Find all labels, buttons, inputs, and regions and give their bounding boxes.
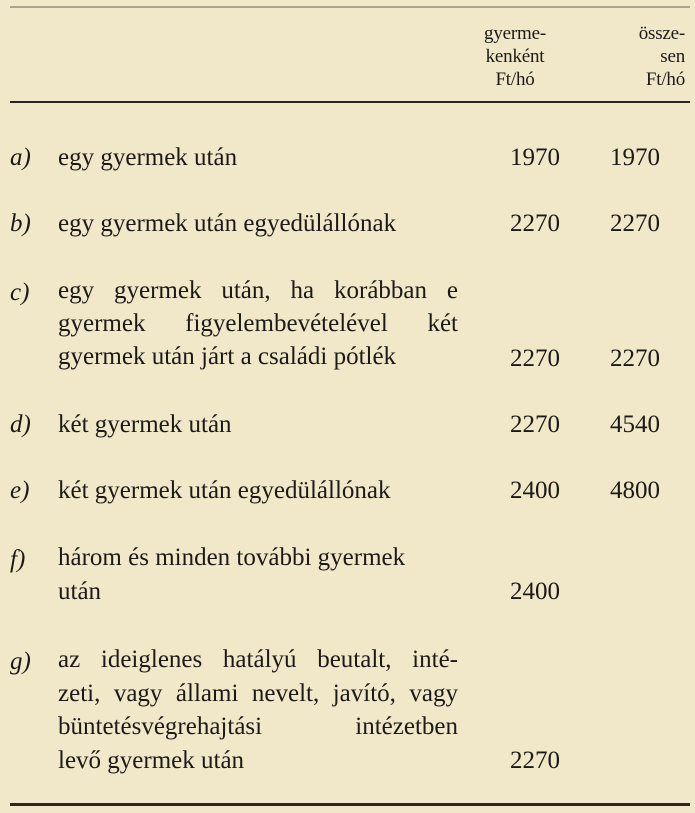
column-header-line: kenként bbox=[485, 46, 545, 67]
row-text-line: után bbox=[58, 578, 102, 605]
row-text-line: az ideiglenes hatályú beutalt, inté- bbox=[58, 646, 458, 673]
row-text-line: gyermek figyelembevételével két bbox=[58, 310, 458, 337]
table-row bbox=[10, 406, 690, 444]
row-text-line: levő gyermek után bbox=[58, 746, 245, 774]
row-text-line: gyermek után járt a családi pótlék bbox=[58, 343, 397, 370]
row-text-line: egy gyermek után, ha korábban e bbox=[58, 277, 458, 304]
row-text bbox=[58, 205, 458, 243]
row-label: d) bbox=[10, 411, 31, 438]
column-header-line: össze- bbox=[638, 23, 685, 44]
row-text bbox=[58, 472, 458, 510]
row-label: e) bbox=[10, 477, 30, 504]
column-header-line: gyerme- bbox=[484, 23, 546, 44]
per-child-value: 1970 bbox=[510, 144, 560, 171]
column-header-line: Ft/hó bbox=[495, 69, 535, 90]
table-row bbox=[10, 205, 690, 243]
row-text-line: két gyermek után egyedülállónak bbox=[58, 477, 391, 504]
column-header-line: Ft/hó bbox=[645, 69, 685, 90]
column-header-line: sen bbox=[660, 46, 685, 67]
row-text bbox=[58, 139, 458, 177]
row-text-line: két gyermek után bbox=[58, 411, 232, 438]
row-text bbox=[58, 274, 458, 373]
table-row bbox=[10, 541, 690, 609]
row-text bbox=[58, 643, 458, 777]
per-child-value: 2400 bbox=[510, 578, 560, 605]
table-row bbox=[10, 274, 690, 375]
per-child-value: 2270 bbox=[510, 345, 560, 372]
row-label: a) bbox=[10, 144, 31, 171]
row-text bbox=[58, 406, 458, 444]
row-text-line: három és minden további gyermek bbox=[58, 544, 406, 571]
row-text-line: büntetésvégrehajtási intézetben bbox=[58, 713, 458, 740]
row-text-line: zeti, vagy állami nevelt, javító, vagy bbox=[58, 679, 458, 707]
row-label: b) bbox=[10, 210, 31, 237]
total-value: 4540 bbox=[610, 411, 660, 438]
row-text-line: egy gyermek után bbox=[58, 144, 238, 171]
table-row bbox=[10, 643, 690, 777]
row-text bbox=[58, 541, 458, 609]
header-rule bbox=[10, 101, 690, 103]
per-child-value: 2400 bbox=[510, 477, 560, 504]
bottom-rule bbox=[10, 803, 690, 806]
column-header-per-child bbox=[470, 22, 560, 91]
top-rule bbox=[10, 6, 690, 8]
row-label: f) bbox=[10, 546, 26, 573]
table-row bbox=[10, 139, 690, 177]
column-header-total bbox=[597, 22, 685, 91]
total-value: 1970 bbox=[610, 144, 660, 171]
per-child-value: 2270 bbox=[510, 746, 560, 774]
total-value: 4800 bbox=[610, 477, 660, 504]
total-value: 2270 bbox=[610, 345, 660, 372]
row-label: c) bbox=[10, 279, 30, 306]
per-child-value: 2270 bbox=[510, 411, 560, 438]
total-value: 2270 bbox=[610, 210, 660, 237]
row-text-line: egy gyermek után egyedülállónak bbox=[58, 210, 397, 237]
table-row bbox=[10, 472, 690, 510]
row-label: g) bbox=[10, 648, 31, 675]
per-child-value: 2270 bbox=[510, 210, 560, 237]
